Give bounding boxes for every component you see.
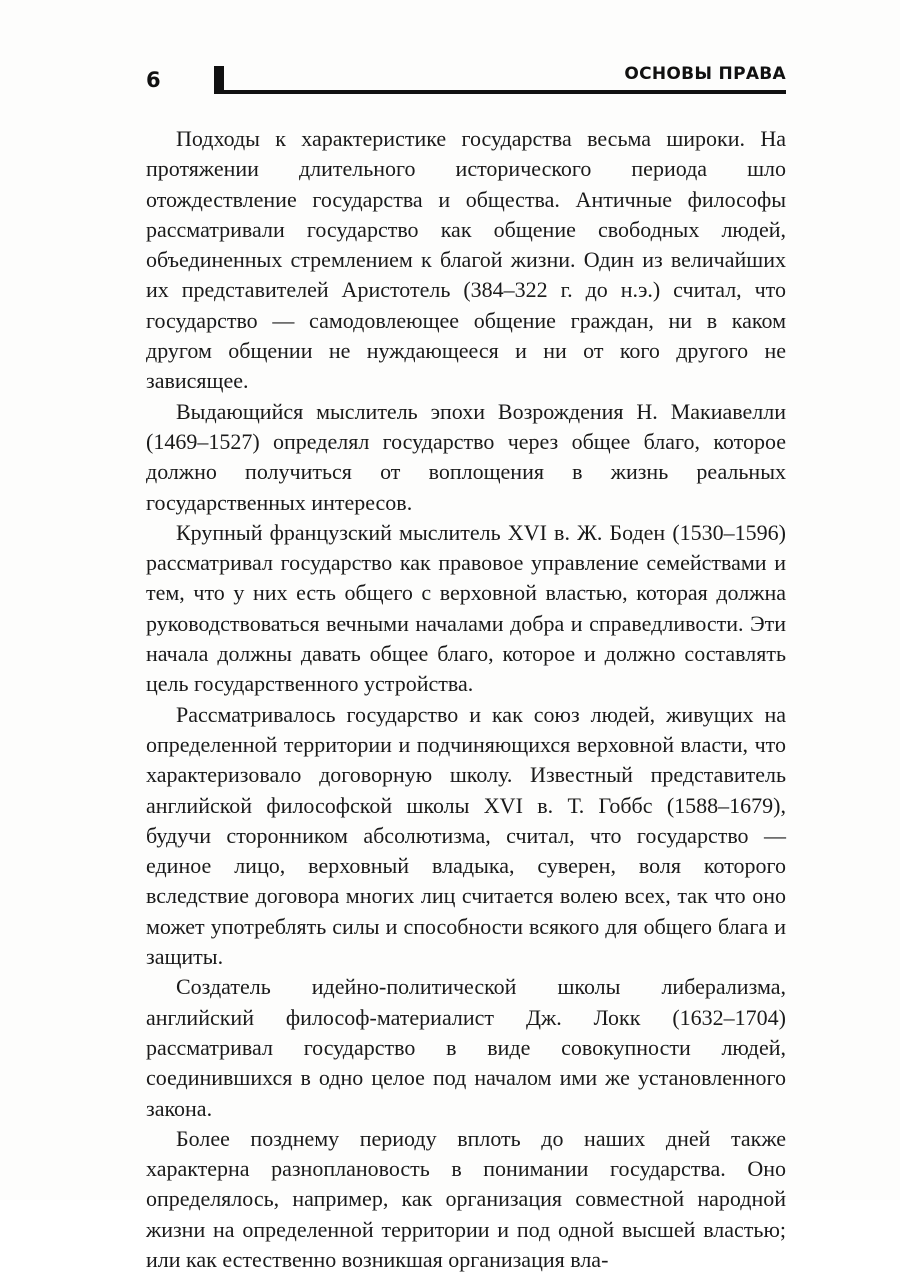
paragraph-bodin: Крупный французский мыслитель XVI в. Ж. Боден (1530–1596) рассматривал государство как правовое управление семействами и тем, что у них есть общего с верховной властью, которая должна руководствоваться вечными началами добра и справедливости. Эти начала должны давать общее благо, которое и должно составлять цель государственного устройства. — [146, 519, 786, 697]
paragraph-machiavelli: Выдающийся мыслитель эпохи Возрождения Н. Макиавелли (1469–1527) определял государство через общее благо, которое должно получиться от воплощения в жизнь реальных государственных интересов. — [146, 398, 786, 515]
section-title: ОСНОВЫ ПРАВА — [624, 64, 786, 84]
paragraph-approaches: Подходы к характеристике государства весьма широки. На протяжении длительного исторического периода шло отождествление государства и общества. Античные философы рассматривали государство как общение свободных людей, объединенных стремлением к благой жизни. Один из величайших их представителей Аристотель (384–322 г. до н.э.) считал, что государство — самодовлеющее общение граждан, ни в каком другом общении не нуждающееся и ни от кого другого не зависящее. — [146, 126, 786, 394]
body-text — [146, 124, 786, 1275]
header-rule — [214, 90, 786, 94]
paragraph-later-period: Более позднему периоду вплоть до наших дней также характерна разноплановость в понимании государства. Оно определялось, например, как организация совместной народной жизни на определенной территории и под одной высшей властью; или как естественно возникшая организация вла- — [146, 1125, 786, 1272]
running-header — [146, 62, 786, 98]
paragraph-hobbes: Рассматривалось государство и как союз людей, живущих на определенной территории и подчиняющихся верховной власти, что характеризовало договорную школу. Известный представитель английской философской школы XVI в. Т. Гоббс (1588–1679), будучи сторонником абсолютизма, считал, что государство — единое лицо, верховный владыка, суверен, воля которого вследствие договора многих лиц считается волею всех, так что оно может употреблять силы и способности всякого для общего блага и защиты. — [146, 701, 786, 970]
paragraph-locke: Создатель идейно-политической школы либерализма, английский философ-материалист Дж. Локк (1632–1704) рассматривал государство в виде совокупности людей, соединившихся в одно целое под началом ими же установленного закона. — [146, 974, 786, 1121]
page-number: 6 — [146, 68, 161, 92]
